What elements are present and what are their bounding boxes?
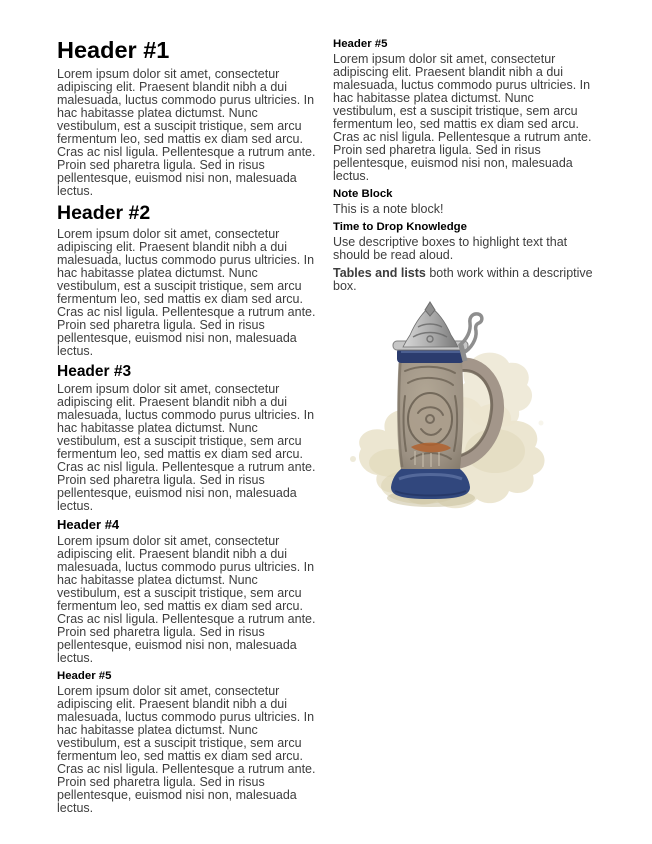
tables-lists-bold: Tables and lists xyxy=(333,266,426,281)
right-column xyxy=(333,38,593,820)
watercolor-speck-1 xyxy=(350,456,356,462)
tables-lists-rest: both work within a descriptive box. xyxy=(333,266,593,294)
header-5-left: Header #5 xyxy=(57,669,112,682)
lorem-paragraph-3: Lorem ipsum dolor sit amet, consectetur adipiscing elit. Praesent blandit nibh a dui malesuada, luctus commodo purus ultricies. In hac habitasse platea dictumst. Nunc vestibulum, est a suscipit tristique, sem arcu fermentum leo, sed mattis ex diam sed arcu. Cras ac nisl ligula. Pellentesque a rutrum ante. Proin sed pharetra ligula. Sed in risus pellentesque, euismod nisi non, malesuada lectus. xyxy=(57,382,316,514)
tables-lists-text xyxy=(333,267,593,293)
beer-stein-svg xyxy=(333,301,593,513)
lorem-paragraph-2: Lorem ipsum dolor sit amet, consectetur adipiscing elit. Praesent blandit nibh a dui malesuada, luctus commodo purus ultricies. In hac habitasse platea dictumst. Nunc vestibulum, est a suscipit tristique, sem arcu fermentum leo, sed mattis ex diam sed arcu. Cras ac nisl ligula. Pellentesque a rutrum ante. Proin sed pharetra ligula. Sed in risus pellentesque, euismod nisi non, malesuada lectus. xyxy=(57,227,316,359)
header-5-right: Header #5 xyxy=(333,38,388,50)
lorem-paragraph-6: Lorem ipsum dolor sit amet, consectetur adipiscing elit. Praesent blandit nibh a dui malesuada, luctus commodo purus ultricies. In hac habitasse platea dictumst. Nunc vestibulum, est a suscipit tristique, sem arcu fermentum leo, sed mattis ex diam sed arcu. Cras ac nisl ligula. Pellentesque a rutrum ante. Proin sed pharetra ligula. Sed in risus pellentesque, euismod nisi non, malesuada lectus. xyxy=(333,52,592,184)
left-column xyxy=(57,38,317,820)
lorem-paragraph-1: Lorem ipsum dolor sit amet, consectetur adipiscing elit. Praesent blandit nibh a dui malesuada, luctus commodo purus ultricies. In hac habitasse platea dictumst. Nunc vestibulum, est a suscipit tristique, sem arcu fermentum leo, sed mattis ex diam sed arcu. Cras ac nisl ligula. Pellentesque a rutrum ante. Proin sed pharetra ligula. Sed in risus pellentesque, euismod nisi non, malesuada lectus. xyxy=(57,67,316,199)
note-block-text: This is a note block! xyxy=(333,202,444,217)
header-4: Header #4 xyxy=(57,517,120,533)
watercolor-speck-2 xyxy=(539,421,544,426)
lorem-paragraph-4: Lorem ipsum dolor sit amet, consectetur adipiscing elit. Praesent blandit nibh a dui malesuada, luctus commodo purus ultricies. In hac habitasse platea dictumst. Nunc vestibulum, est a suscipit tristique, sem arcu fermentum leo, sed mattis ex diam sed arcu. Cras ac nisl ligula. Pellentesque a rutrum ante. Proin sed pharetra ligula. Sed in risus pellentesque, euismod nisi non, malesuada lectus. xyxy=(57,533,316,665)
knowledge-text: Use descriptive boxes to highlight text that should be read aloud. xyxy=(333,235,568,263)
beer-stein-image xyxy=(333,301,593,513)
header-1: Header #1 xyxy=(57,37,170,63)
header-2: Header #2 xyxy=(57,202,151,225)
knowledge-title: Time to Drop Knowledge xyxy=(333,221,467,234)
stein-medallion xyxy=(408,393,452,445)
header-3: Header #3 xyxy=(57,363,132,381)
note-block-title: Note Block xyxy=(333,188,393,201)
lorem-paragraph-5: Lorem ipsum dolor sit amet, consectetur adipiscing elit. Praesent blandit nibh a dui malesuada, luctus commodo purus ultricies. In hac habitasse platea dictumst. Nunc vestibulum, est a suscipit tristique, sem arcu fermentum leo, sed mattis ex diam sed arcu. Cras ac nisl ligula. Pellentesque a rutrum ante. Proin sed pharetra ligula. Sed in risus pellentesque, euismod nisi non, malesuada lectus. xyxy=(57,683,316,815)
